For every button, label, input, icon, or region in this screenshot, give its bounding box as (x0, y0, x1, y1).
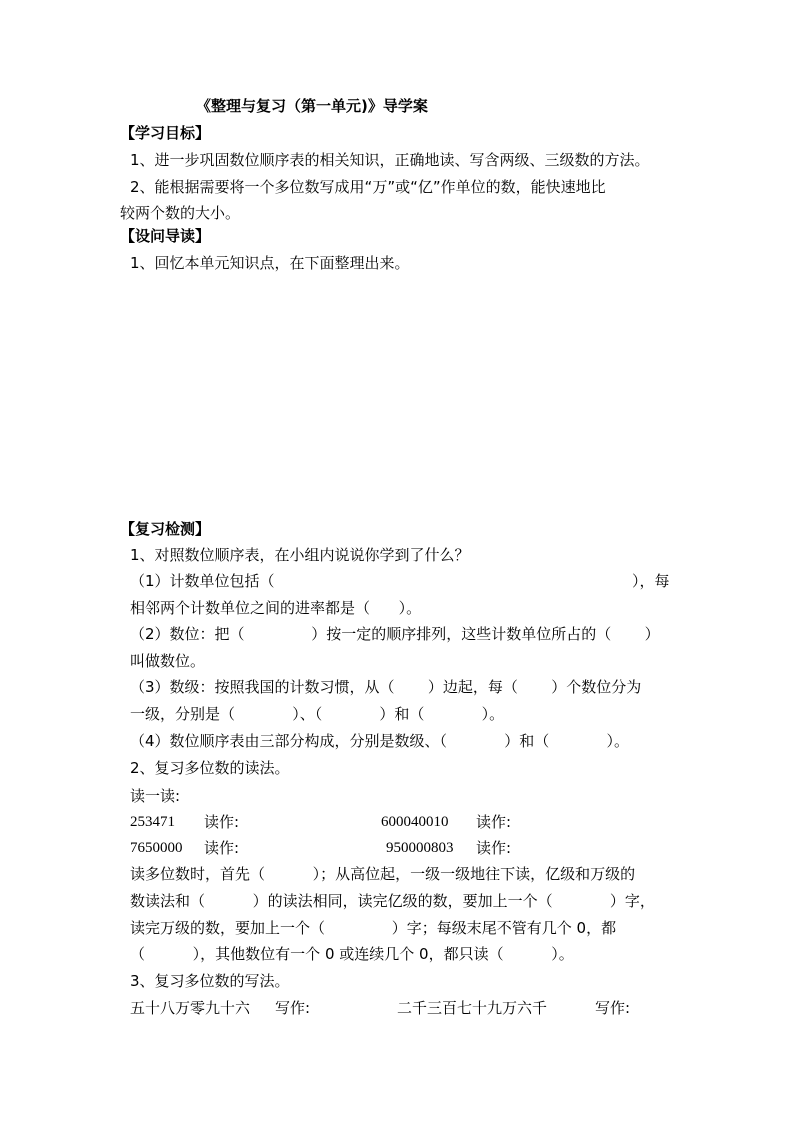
q1-part2-line1: （2）数位：把（ ）按一定的顺序排列，这些计数单位所占的（ ） (130, 625, 660, 643)
read-label-2: 读作: (476, 813, 512, 831)
read-number-3: 7650000 (130, 840, 183, 856)
q1-title: 1、对照数位顺序表，在小组内说说你学到了什么？ (130, 546, 470, 564)
goal-item-2-cont: 较两个数的大小。 (120, 204, 241, 222)
read-label-4: 读作: (476, 839, 512, 857)
q1-part3-line1: （3）数级：按照我国的计数习惯，从（ ）边起，每（ ）个数位分为 (130, 678, 642, 696)
write-label-2: 写作: (595, 999, 631, 1017)
review-heading: 【复习检测】 (120, 520, 211, 538)
q1-part3-line2: 一级，分别是（ ）、（ ）和（ ）。 (130, 705, 505, 723)
goals-heading: 【学习目标】 (120, 124, 211, 142)
goal-item-2: 2、能根据需要将一个多位数写成用“万”或“亿”作单位的数，能快速地比 (130, 178, 606, 196)
q1-part1-line1-end: ），每 (632, 572, 670, 590)
read-label-1: 读作: (204, 813, 240, 831)
q2-text-line2: 数读法和（ ）的读法相同，读完亿级的数，要加上一个（ ）字， (130, 892, 655, 910)
q1-part1-line2: 相邻两个计数单位之间的进率都是（ ）。 (130, 599, 422, 617)
guide-item-1: 1、回忆本单元知识点，在下面整理出来。 (130, 254, 410, 272)
write-label-1: 写作: (275, 999, 311, 1017)
read-number-2: 600040010 (381, 814, 449, 830)
q3-title: 3、复习多位数的写法。 (130, 972, 290, 990)
q1-part2-line2: 叫做数位。 (130, 652, 206, 670)
q2-title: 2、复习多位数的读法。 (130, 759, 290, 777)
q1-part4: （4）数位顺序表由三部分构成，分别是数级、（ ）和（ ）。 (130, 732, 629, 750)
q1-part1-line1: （1）计数单位包括（ (130, 572, 275, 590)
guide-heading: 【设问导读】 (120, 227, 211, 245)
q2-text-line3: 读完万级的数，要加上一个（ ）字；每级末尾不管有几个 0，都 (130, 919, 617, 937)
document-title: 《整理与复习（第一单元)》导学案 (196, 97, 428, 115)
read-number-4: 950000803 (386, 840, 454, 856)
goal-item-1: 1、进一步巩固数位顺序表的相关知识，正确地读、写含两级、三级数的方法。 (130, 151, 650, 169)
read-label-3: 读作: (204, 839, 240, 857)
write-item-2: 二千三百七十九万六千 (397, 999, 548, 1017)
q2-text-line4: （ ），其他数位有一个 0 或连续几个 0，都只读（ ）。 (130, 945, 574, 963)
q2-text-line1: 读多位数时，首先（ ）；从高位起，一级一级地往下读，亿级和万级的 (130, 865, 636, 883)
read-label: 读一读: (130, 787, 181, 805)
read-number-1: 253471 (130, 814, 175, 830)
write-item-1: 五十八万零九十六 (130, 999, 251, 1017)
